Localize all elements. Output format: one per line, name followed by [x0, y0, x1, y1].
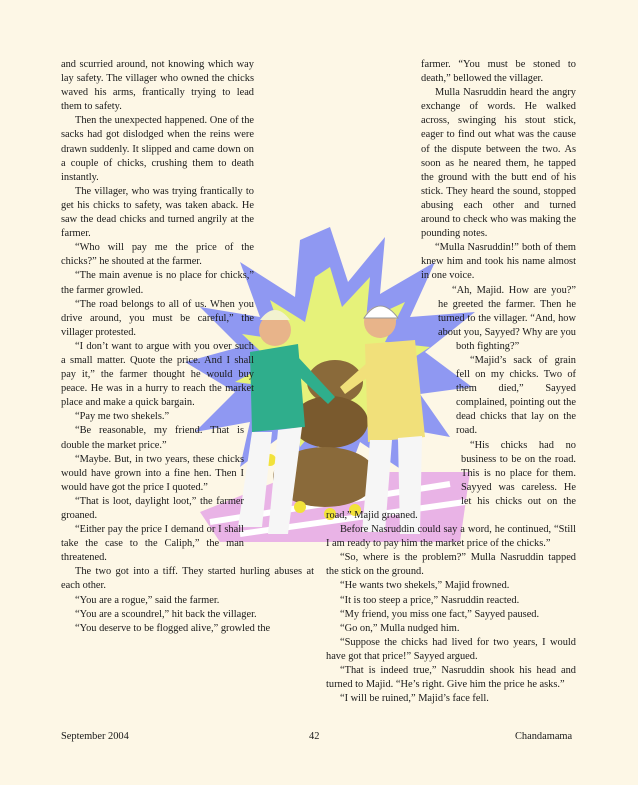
- paragraph: “Suppose the chicks had lived for two years, I would have got that price!” Sayyed argued.: [326, 636, 576, 662]
- paragraph: “Who will pay me the price of the chicks?” he shouted at the farmer.: [61, 242, 254, 268]
- wrap-spacer: [326, 228, 421, 288]
- paragraph: “Maybe. But, in two years, these chicks would have grown into a fine hen. Then I would have got the price I quoted.”: [61, 453, 244, 493]
- paragraph: Mulla Nasruddin heard the angry exchange of words. He walked across, swinging his stout stick, eager to find out what was the cause of the dispute between the two. As soon as he neared them, he tapped the ground with the butt end of his stick. They heard the sound, stopped abusing each other and turned around to check who was making the pounding notes.: [421, 87, 576, 240]
- paragraph: “Majid’s sack of grain fell on my chicks. Two of them died,” Sayyed complained, pointing out the dead chicks that lay on the road.: [456, 354, 576, 437]
- paragraph: “Ah, Majid. How are you?” he greeted the farmer. Then he turned to the villager. “And, how about you, Sayyed? Why are you both fighting?”: [438, 284, 576, 352]
- wrap-spacer: [244, 438, 314, 538]
- wrap-spacer: [326, 343, 456, 463]
- paragraph: Then the unexpected happened. One of the sacks had got dislodged when the reins were drawn suddenly. It slipped and came down on a couple of chicks, crushing them to death instantly.: [61, 115, 254, 183]
- paragraph: The villager, who was trying frantically to get his chicks to safety, was taken aback. He saw the dead chicks and turned angrily at the farmer.: [61, 185, 254, 240]
- paragraph: “It is too steep a price,” Nasruddin reacted.: [340, 594, 520, 606]
- paragraph: “My friend, you miss one fact,” Sayyed paused.: [340, 608, 540, 620]
- paragraph: “That is indeed true,” Nasruddin shook his head and turned to Majid. “He’s right. Give him the price he asks.”: [326, 665, 576, 691]
- wrap-spacer: [326, 288, 438, 343]
- paragraph: “Be reasonable, my friend. That is double the market price.”: [61, 425, 244, 451]
- wrap-spacer: [326, 463, 461, 503]
- paragraph: “I don’t want to argue with you over such a small matter. Quote the price. And I shall pay it,” the farmer thought he would buy peace. He was in a hurry to reach the market place and make a quick bargain.: [61, 340, 254, 409]
- paragraph: “So, where is the problem?” Mulla Nasruddin tapped the stick on the ground.: [326, 552, 576, 578]
- paragraph: “The road belongs to all of us. When you drive around, you must be careful,” the villager protested.: [61, 298, 254, 338]
- paragraph: “The main avenue is no place for chicks,” the farmer growled.: [61, 270, 254, 296]
- wrap-spacer: [254, 238, 314, 438]
- paragraph: “That is loot, daylight loot,” the farmer groaned.: [61, 495, 244, 521]
- paragraph: “He wants two shekels,” Majid frowned.: [340, 580, 510, 592]
- footer-month: September 2004: [61, 731, 129, 742]
- paragraph: “Either pay the price I demand or I shall take the case to the Caliph,” the man threatened.: [61, 524, 244, 564]
- page-number: 42: [309, 731, 320, 742]
- text-column-left: [61, 58, 314, 636]
- magazine-name: Chandamama: [515, 731, 573, 742]
- paragraph: The two got into a tiff. They started hurling abuses at each other.: [61, 566, 314, 592]
- paragraph: Before Nasruddin could say a word, he continued, “Still I am ready to pay him the market price of the chicks.”: [326, 524, 576, 550]
- paragraph: farmer. “You must be stoned to death,” bellowed the villager.: [421, 59, 576, 85]
- paragraph: “You are a scoundrel,” hit back the villager.: [75, 608, 257, 620]
- paragraph: “Mulla Nasruddin!” both of them knew him and took his name almost in one voice.: [421, 242, 576, 282]
- paragraph: “Go on,” Mulla nudged him.: [340, 622, 460, 634]
- paragraph: “You deserve to be flogged alive,” growled the: [75, 622, 271, 634]
- paragraph: and scurried around, not knowing which way lay safety. The villager who owned the chicks waved his arms, frantically trying to lead them to safety.: [61, 59, 254, 113]
- paragraph: “Pay me two shekels.”: [75, 411, 170, 423]
- paragraph: “His chicks had no business to be on the road. This is no place for them. Sayyed was careless. He let his chicks out on the road,” Majid groaned.: [326, 439, 576, 521]
- text-column-right: [326, 58, 576, 706]
- paragraph: “I will be ruined,” Majid’s face fell.: [340, 693, 489, 705]
- paragraph: “You are a rogue,” said the farmer.: [75, 594, 220, 606]
